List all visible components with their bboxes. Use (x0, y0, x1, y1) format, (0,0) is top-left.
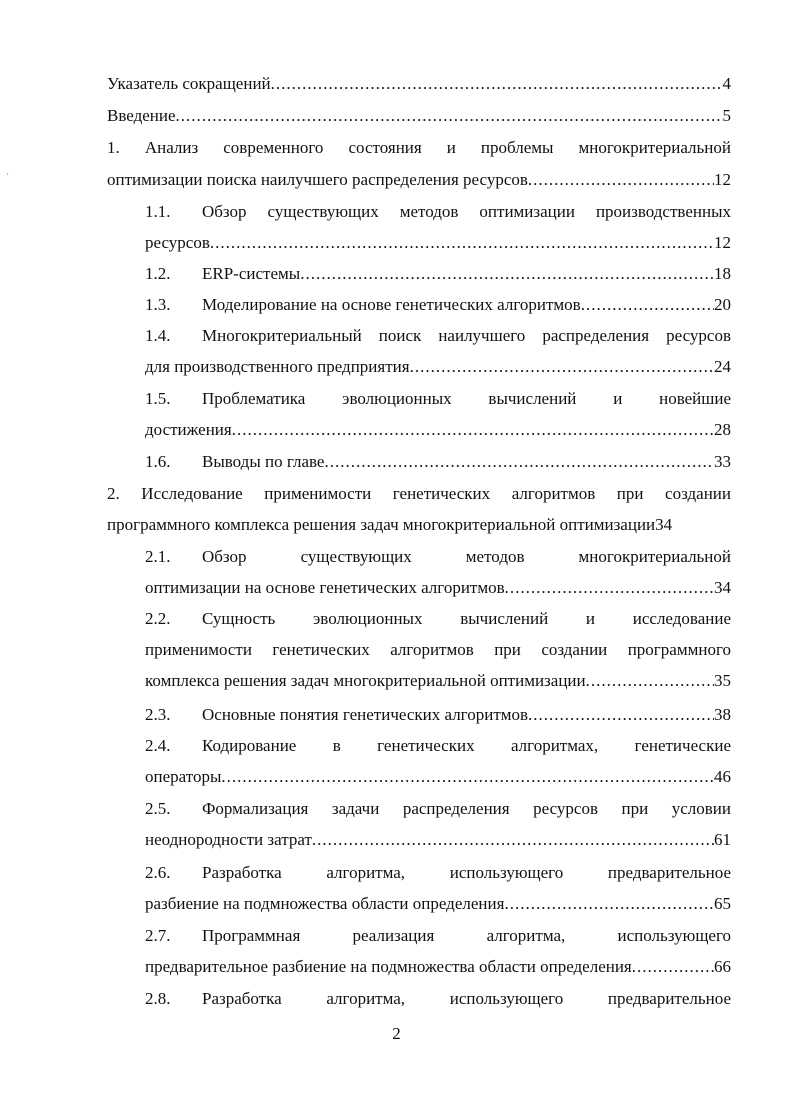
toc-section-2-1-line-1: Обзор существующих методов многокритериальной (202, 547, 731, 566)
toc-section-1-1-line-1: Обзор существующих методов оптимизации производственных (202, 202, 731, 221)
toc-section-1-4-line-2: для производственного предприятия ..... 24 (145, 354, 731, 380)
toc-entry-abbreviations: Указатель сокращений ..... 4 (107, 71, 731, 97)
toc-section-number: 2.2. (145, 609, 171, 628)
toc-section-2-4-line-1: Кодирование в генетических алгоритмах, генетические (202, 736, 731, 755)
toc-chapter-1-line-1: 1. Анализ современного состояния и проблемы многокритериальной (107, 138, 731, 157)
toc-section-2-6-line-2: разбиение на подмножества области определения ..... 65 (145, 891, 731, 917)
toc-chapter-2-line-1: 2. Исследование применимости генетических алгоритмов при создании (107, 484, 731, 503)
toc-section-number: 1.6. (145, 452, 171, 471)
toc-section-2-1-line-2: оптимизации на основе генетических алгоритмов ..... 34 (145, 575, 731, 601)
toc-section-1-4-line-1: Многокритериальный поиск наилучшего распределения ресурсов (202, 326, 731, 345)
toc-entry-introduction: Введение ..... 5 (107, 103, 731, 129)
toc-section-2-8-line-1: Разработка алгоритма, использующего предварительное (202, 989, 731, 1008)
toc-section-2-3: Основные понятия генетических алгоритмов ..... 38 (202, 702, 731, 728)
toc-section-number: 2.8. (145, 989, 171, 1008)
toc-section-number: 1.5. (145, 389, 171, 408)
toc-section-1-5-line-1: Проблематика эволюционных вычислений и новейшие (202, 389, 731, 408)
toc-section-2-6-line-1: Разработка алгоритма, использующего предварительное (202, 863, 731, 882)
page-number: 2 (392, 1024, 401, 1043)
toc-section-number: 1.3. (145, 295, 171, 314)
toc-section-1-1-line-2: ресурсов ..... 12 (145, 230, 731, 256)
toc-section-1-5-line-2: достижения ..... 28 (145, 417, 731, 443)
toc-chapter-2-line-2: программного комплекса решения задач многокритериальной оптимизации34 (107, 515, 673, 534)
toc-section-number: 1.2. (145, 264, 171, 283)
toc-section-2-4-line-2: операторы ..... 46 (145, 764, 731, 790)
toc-section-number: 2.7. (145, 926, 171, 945)
toc-section-2-7-line-2: предварительное разбиение на подмножества области определения ..... 66 (145, 954, 731, 980)
toc-section-2-2-line-2: применимости генетических алгоритмов при создании программного (145, 640, 731, 659)
toc-section-number: 2.3. (145, 705, 171, 724)
toc-section-1-2: ERP-системы ..... 18 (202, 261, 731, 287)
toc-section-2-5-line-2: неоднородности затрат ..... 61 (145, 827, 731, 853)
toc-section-number: 1.1. (145, 202, 171, 221)
scan-mark: ` (6, 172, 9, 182)
toc-section-number: 2.4. (145, 736, 171, 755)
toc-section-number: 2.6. (145, 863, 171, 882)
toc-section-number: 2.5. (145, 799, 171, 818)
toc-section-2-7-line-1: Программная реализация алгоритма, использующего (202, 926, 731, 945)
toc-section-1-3: Моделирование на основе генетических алгоритмов ..... 20 (202, 292, 731, 318)
toc-section-1-6: Выводы по главе ..... 33 (202, 449, 731, 475)
toc-chapter-1-line-2: оптимизации поиска наилучшего распределения ресурсов ..... 12 (107, 167, 731, 193)
toc-section-number: 1.4. (145, 326, 171, 345)
toc-section-2-5-line-1: Формализация задачи распределения ресурсов при условии (202, 799, 731, 818)
toc-section-2-2-line-1: Сущность эволюционных вычислений и исследование (202, 609, 731, 628)
toc-section-2-2-line-3: комплекса решения задач многокритериальной оптимизации ..... 35 (145, 668, 731, 694)
toc-section-number: 2.1. (145, 547, 171, 566)
